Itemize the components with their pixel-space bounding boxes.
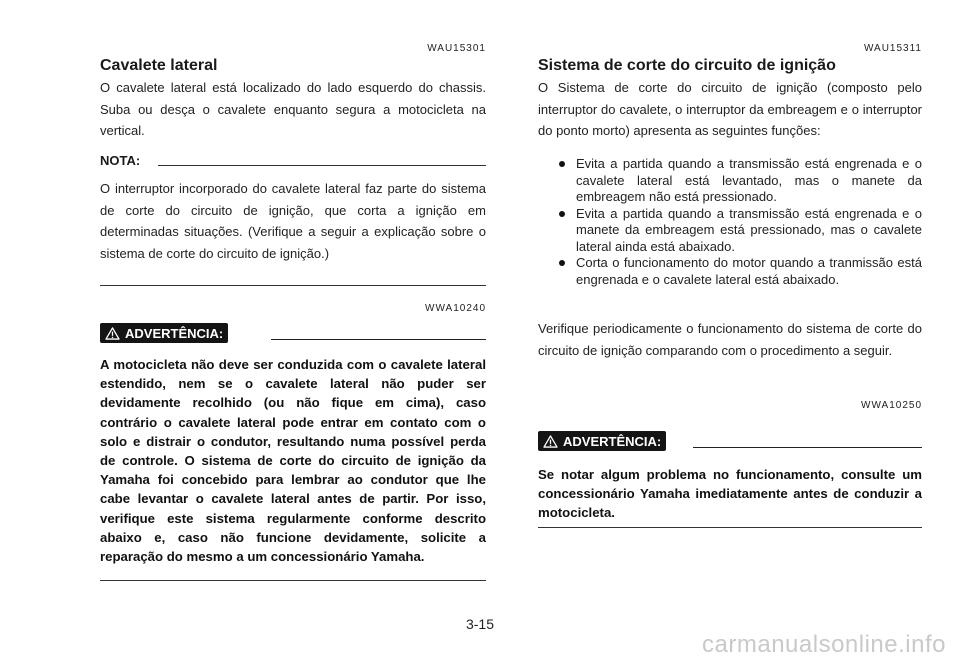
side-stand-intro-text: O cavalete lateral está localizado do lado esquerdo do chassis. Suba ou desça o cavalete enquanto segura a motocicleta na vertical. [100,80,486,138]
warning-code: WWA10240 [425,303,486,314]
warning-triangle-icon [543,435,558,448]
list-item-text: Evita a partida quando a transmissão está engrenada e o cavalete lateral está levantado, mas o manete da embreagem não está pressionado. [576,156,922,204]
list-item [538,255,922,288]
note-label: NOTA: [100,153,141,168]
note-end-rule [100,285,486,286]
warning-header [100,323,486,343]
warning-label: ADVERTÊNCIA: [563,433,662,449]
warning-badge [100,323,228,343]
warning-text: Se notar algum problema no funcionamento, consulte um concessionário Yamaha imediatamente antes de conduzir a motocicleta. [538,467,922,521]
functions-list [538,156,922,288]
list-item [538,156,922,206]
watermark: carmanualsonline.info [702,631,946,658]
note-rule [158,165,486,166]
warning-rule [693,447,922,448]
list-item-text: Corta o funcionamento do motor quando a tranmissão está engrenada e o cavalete lateral está abaixado. [576,255,922,287]
bullet-icon [559,161,565,167]
warning-end-rule [100,580,486,581]
note-text: O interruptor incorporado do cavalete lateral faz parte do sistema de corte do circuito de ignição, que corta a ignição em determinadas situações. (Verifique a seguir a explicação sobre o sistema de corte do circuito de ignição.) [100,181,486,261]
section-code: WAU15311 [863,43,922,54]
note-header [100,153,486,171]
section-code: WAU15301 [427,43,486,54]
bullet-icon [559,211,565,217]
warning-text: A motocicleta não deve ser conduzida com o cavalete lateral estendido, nem se o cavalete lateral não puder ser devidamente recolhido (ou não fique em cima), caso contrário o cavalete lateral pode entrar em contato com o solo e distrair o condutor, resultando numa possível perda de controle. O sistema de corte do circuito de ignição da Yamaha foi concebido para lembrar ao condutor que lhe cabe levantar o cavalete lateral antes de partir. Por isso, verifique este sistema regularmente conforme descrito abaixo e, caso não funcione devidamente, solicite a reparação do mesmo a um concessionário Yamaha. [100,357,486,565]
warning-triangle-icon [105,327,120,340]
section-heading-side-stand: Cavalete lateral [100,57,218,74]
list-item [538,206,922,256]
warning-badge [538,431,666,451]
section-heading-ignition-cutoff: Sistema de corte do circuito de ignição [538,57,836,74]
warning-header [538,431,922,451]
warning-code: WWA10250 [861,400,922,411]
ignition-cutoff-intro-text: O Sistema de corte do circuito de ignição (composto pelo interruptor do cavalete, o interruptor da embreagem e o interruptor do ponto morto) apresenta as seguintes funções: [538,80,922,138]
warning-label: ADVERTÊNCIA: [125,325,224,341]
warning-rule [271,339,486,340]
bullet-icon [559,260,565,266]
warning-end-rule [538,527,922,528]
page-number: 3-15 [465,616,495,632]
verify-text: Verifique periodicamente o funcionamento do sistema de corte do circuito de ignição comparando com o procedimento a seguir. [538,321,922,358]
list-item-text: Evita a partida quando a transmissão está engrenada e o manete da embreagem está pressionado, mas o cavalete lateral ainda está abaixado. [576,205,922,254]
